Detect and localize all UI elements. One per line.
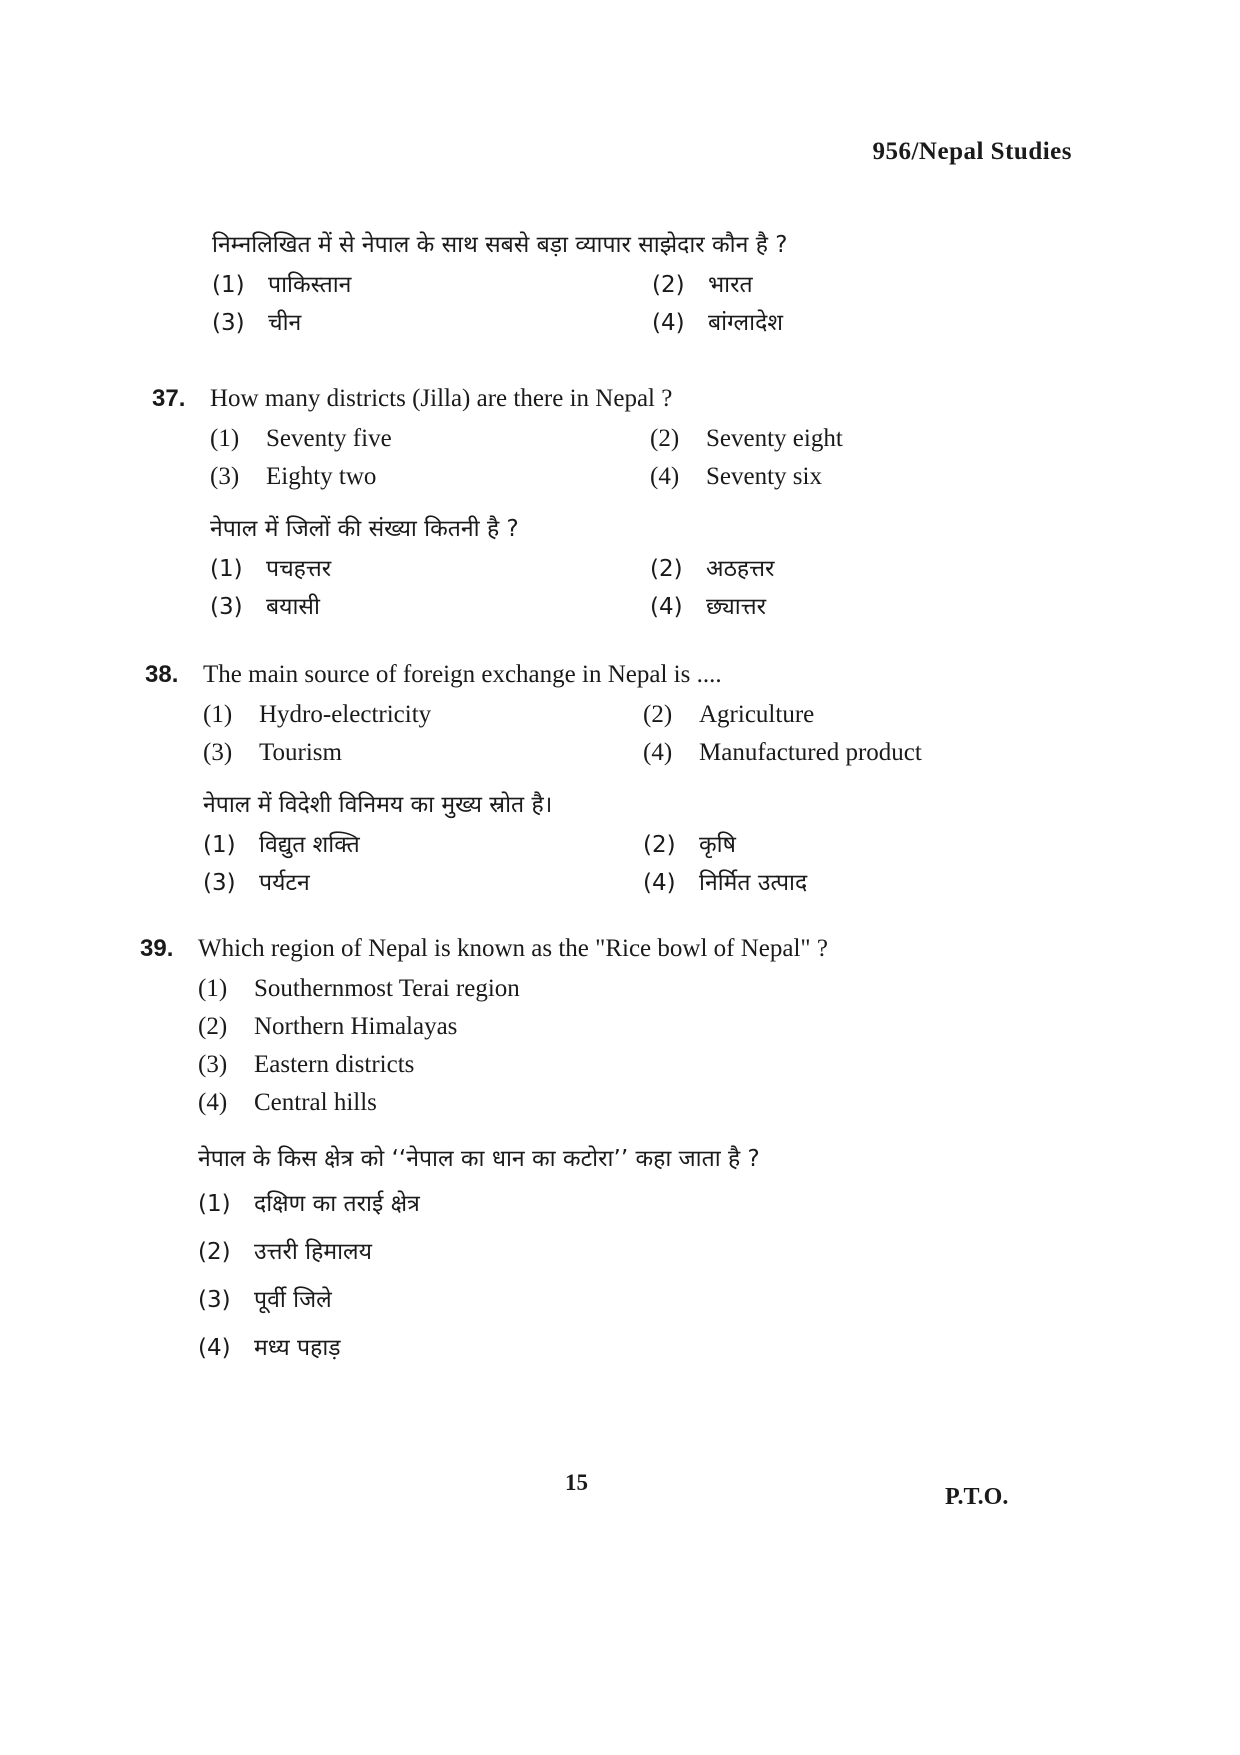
- option-2: [198, 1230, 1098, 1274]
- option-1: [198, 1182, 1098, 1226]
- option-4: [650, 460, 1070, 494]
- option-number: (2): [198, 1239, 231, 1265]
- option-number: (1): [203, 832, 236, 858]
- option-text: Seventy six: [706, 463, 822, 490]
- option-text: Central hills: [254, 1089, 377, 1116]
- option-text: Northern Himalayas: [254, 1013, 458, 1040]
- option-4: [650, 590, 1070, 624]
- option-number: (4): [198, 1335, 231, 1361]
- page-header: 956/Nepal Studies: [872, 138, 1072, 165]
- option-number: (2): [650, 556, 683, 582]
- option-4: [198, 1086, 1098, 1120]
- option-2: [198, 1010, 1098, 1044]
- option-1: [203, 698, 643, 732]
- options-list-en: [198, 972, 1098, 1120]
- option-number: (4): [643, 739, 673, 766]
- option-3: [203, 736, 643, 770]
- option-1: [210, 422, 650, 456]
- option-number: (3): [203, 739, 233, 766]
- option-number: (3): [198, 1287, 231, 1313]
- option-text: विद्युत शक्ति: [259, 832, 360, 858]
- question-number: 38.: [145, 661, 179, 688]
- question-text-en: [145, 658, 1073, 692]
- option-number: (4): [650, 463, 680, 490]
- options-grid-en: [203, 698, 1073, 770]
- options-grid-hi: [203, 828, 1073, 900]
- option-text: बांग्लादेश: [708, 310, 783, 336]
- option-number: (4): [652, 310, 685, 336]
- option-number: (4): [650, 594, 683, 620]
- pto-label: P.T.O.: [945, 1484, 1009, 1510]
- option-3: [198, 1278, 1098, 1322]
- option-number: (2): [198, 1013, 228, 1040]
- options-grid: [212, 268, 1072, 340]
- question-text: निम्नलिखित में से नेपाल के साथ सबसे बड़ा व्यापार साझेदार कौन है ?: [212, 232, 788, 258]
- option-number: (2): [652, 272, 685, 298]
- option-number: (1): [210, 425, 240, 452]
- option-number: (3): [198, 1051, 228, 1078]
- options-grid-hi: [210, 552, 1070, 624]
- option-text: Agriculture: [699, 701, 815, 728]
- option-text: Eighty two: [266, 463, 377, 490]
- option-number: (1): [210, 556, 243, 582]
- question-text-hi: नेपाल के किस क्षेत्र को ‘‘नेपाल का धान का कटोरा’’ कहा जाता है ?: [198, 1146, 760, 1172]
- option-3: [198, 1048, 1098, 1082]
- option-1: [210, 552, 650, 586]
- option-3: [203, 866, 643, 900]
- question-text-hi: नेपाल में विदेशी विनिमय का मुख्य स्रोत है।: [203, 792, 553, 818]
- option-text: अठहत्तर: [706, 556, 775, 582]
- option-text: पाकिस्तान: [268, 272, 352, 298]
- page-number: 15: [565, 1470, 588, 1495]
- option-number: (1): [203, 701, 233, 728]
- option-2: [643, 698, 1063, 732]
- question-body: The main source of foreign exchange in Nepal is ....: [203, 661, 722, 688]
- option-3: [212, 306, 652, 340]
- option-4: [652, 306, 1072, 340]
- option-text: कृषि: [699, 832, 736, 858]
- option-number: (3): [210, 594, 243, 620]
- option-text: दक्षिण का तराई क्षेत्र: [254, 1191, 420, 1217]
- option-text: भारत: [708, 272, 753, 298]
- option-number: (2): [650, 425, 680, 452]
- options-list-hi: [198, 1182, 1098, 1370]
- option-text: Tourism: [259, 739, 342, 766]
- option-number: (3): [210, 463, 240, 490]
- option-1: [203, 828, 643, 862]
- option-number: (3): [212, 310, 245, 336]
- option-1: [198, 972, 1098, 1006]
- question-number: 39.: [140, 935, 174, 962]
- option-number: (4): [198, 1089, 228, 1116]
- option-3: [210, 590, 650, 624]
- option-text: Seventy five: [266, 425, 392, 452]
- option-text: Manufactured product: [699, 739, 922, 766]
- option-text: Seventy eight: [706, 425, 843, 452]
- question-38: [145, 658, 1073, 900]
- option-4: [643, 736, 1063, 770]
- question-text-hi: नेपाल में जिलों की संख्या कितनी है ?: [210, 516, 519, 542]
- option-2: [643, 828, 1063, 862]
- question-39: [140, 932, 1098, 1374]
- question-36-hindi: [212, 228, 1072, 340]
- option-text: उत्तरी हिमालय: [254, 1239, 372, 1265]
- option-text: मध्य पहाड़: [254, 1335, 341, 1361]
- option-number: (1): [198, 975, 228, 1002]
- options-grid-en: [210, 422, 1070, 494]
- option-number: (3): [203, 870, 236, 896]
- question-text-en: [152, 382, 1070, 416]
- question-number: 37.: [152, 385, 186, 412]
- option-text: बयासी: [266, 594, 320, 620]
- option-1: [212, 268, 652, 302]
- option-number: (2): [643, 701, 673, 728]
- option-text: Southernmost Terai region: [254, 975, 520, 1002]
- option-number: (1): [198, 1191, 231, 1217]
- option-2: [650, 552, 1070, 586]
- option-text: पचहत्तर: [266, 556, 332, 582]
- option-3: [210, 460, 650, 494]
- question-body: Which region of Nepal is known as the "Rice bowl of Nepal" ?: [198, 935, 828, 962]
- option-text: Eastern districts: [254, 1051, 415, 1078]
- question-text-en: [140, 932, 1098, 966]
- question-body: How many districts (Jilla) are there in Nepal ?: [210, 385, 673, 412]
- option-number: (1): [212, 272, 245, 298]
- option-text: पर्यटन: [259, 870, 310, 896]
- option-text: निर्मित उत्पाद: [699, 870, 808, 896]
- question-37: [152, 382, 1070, 624]
- option-text: चीन: [268, 310, 302, 336]
- option-2: [650, 422, 1070, 456]
- option-number: (4): [643, 870, 676, 896]
- option-4: [198, 1326, 1098, 1370]
- option-2: [652, 268, 1072, 302]
- option-text: पूर्वी जिले: [254, 1287, 332, 1313]
- option-text: Hydro-electricity: [259, 701, 432, 728]
- option-text: छ्यात्तर: [706, 594, 767, 620]
- option-number: (2): [643, 832, 676, 858]
- option-4: [643, 866, 1063, 900]
